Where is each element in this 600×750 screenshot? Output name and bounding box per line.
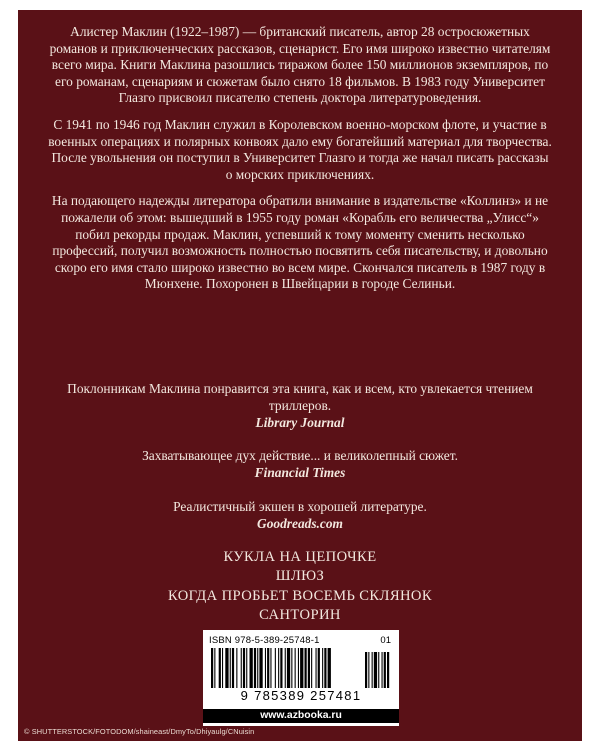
review-source: Financial Times bbox=[254, 465, 346, 481]
barcode-bar bbox=[295, 648, 296, 688]
barcode-panel bbox=[203, 630, 399, 726]
barcode-bar bbox=[280, 648, 282, 688]
barcode-bar bbox=[300, 648, 303, 688]
barcode-bar bbox=[214, 648, 215, 688]
barcode-bar bbox=[285, 648, 286, 688]
addon-code: 01 bbox=[380, 635, 391, 646]
barcode-bar bbox=[305, 648, 307, 688]
publisher-url: www.azbooka.ru bbox=[203, 709, 399, 723]
barcode-bar bbox=[236, 648, 237, 688]
review-quote bbox=[48, 448, 552, 482]
book-title: ШЛЮЗ bbox=[275, 568, 325, 585]
barcode-bar bbox=[222, 648, 223, 688]
barcode-bar bbox=[291, 648, 292, 688]
barcode-bar bbox=[211, 648, 213, 688]
barcode-addon-bar bbox=[365, 652, 367, 688]
barcode-addon-bar bbox=[372, 652, 373, 688]
barcode-bar bbox=[324, 648, 326, 688]
barcode-bar bbox=[278, 648, 279, 688]
barcode-bar bbox=[270, 648, 271, 688]
barcode-bar bbox=[267, 648, 269, 688]
book-title: КОГДА ПРОБЬЕТ ВОСЕМЬ СКЛЯНОК bbox=[167, 587, 433, 604]
barcode-bar bbox=[287, 648, 290, 688]
barcode-bar bbox=[265, 648, 266, 688]
other-titles bbox=[48, 548, 552, 626]
review-source: Library Journal bbox=[255, 414, 345, 430]
review-text: Реалистичный экшен в хорошей литературе. bbox=[173, 498, 427, 514]
review-text: Поклонникам Маклина понравится эта книга, как и всем, кто увлекается чтением триллеров. bbox=[67, 381, 533, 413]
barcode-bar bbox=[316, 648, 317, 688]
barcode-addon-bar bbox=[368, 652, 369, 688]
barcode-bar bbox=[250, 648, 253, 688]
barcode-bar bbox=[232, 648, 234, 688]
barcode-bar bbox=[275, 648, 276, 688]
barcode-addon-bar bbox=[378, 652, 379, 688]
photo-credit: © SHUTTERSTOCK/FOTODOM/shaineast/DmyTo/Dhiyaulg/CNuisin bbox=[24, 727, 255, 736]
barcode-bar bbox=[322, 648, 323, 688]
barcode-bar bbox=[318, 648, 320, 688]
barcode-bar bbox=[230, 648, 231, 688]
barcode-bar bbox=[219, 648, 221, 688]
review-quote bbox=[48, 381, 552, 431]
barcode-bar bbox=[225, 648, 228, 688]
isbn-label: ISBN 978-5-389-25748-1 bbox=[209, 635, 320, 646]
bio-paragraph: С 1941 по 1946 год Маклин служил в Королевском военно-морском флоте, и участие в военных операциях и полярных конвоях дало ему богатейший материал для творчества. После увольнения он поступил в Университет Глазго и тогда же начал писать рассказы о морских приключениях. bbox=[48, 116, 552, 182]
review-text: Захватывающее дух действие... и великолепный сюжет. bbox=[142, 448, 458, 464]
barcode-bar bbox=[259, 648, 262, 688]
barcode-bar bbox=[241, 648, 242, 688]
barcode-bar bbox=[257, 648, 258, 688]
back-cover bbox=[18, 10, 582, 741]
reviews bbox=[48, 381, 552, 550]
barcode-bar bbox=[298, 648, 299, 688]
barcode-bar bbox=[311, 648, 312, 688]
barcode-bar bbox=[254, 648, 256, 688]
barcode-addon-bar bbox=[382, 652, 383, 688]
review-source: Goodreads.com bbox=[257, 515, 343, 531]
book-title: САНТОРИН bbox=[259, 607, 341, 624]
barcode-addon-bar bbox=[374, 652, 377, 688]
bio-paragraph: На подающего надежды литератора обратили внимание в издательстве «Коллинз» и не пожалели об этом: вышедший в 1955 году роман «Корабль его величества „Улисс“» побил рекорды продаж. Маклин, успевший к тому моменту сменить несколько профессий, получил возможность полностью посвятить себя писательству, и довольно скоро его имя стало широко известно во всем мире. Скончался писатель в 1987 году в Мюнхене. Похоронен в Швейцарии в городе Селиньи. bbox=[51, 193, 549, 292]
book-title: КУКЛА НА ЦЕПОЧКЕ bbox=[223, 549, 377, 565]
barcode-bar bbox=[328, 648, 331, 688]
barcode-bar bbox=[246, 648, 247, 688]
author-biography bbox=[48, 24, 552, 303]
review-quote bbox=[48, 499, 552, 533]
bio-paragraph: Алистер Маклин (1922–1987) — британский писатель, автор 28 остросюжетных романов и приключенческих рассказов, сценарист. Его имя широко известно читателям всего мира. Книги Маклина разошлись тиражом более 150 миллионов экземпляров, по его романам, сценариям и сюжетам было снято 18 фильмов. В 1983 году Университет Глазго присвоил писателю степень доктора литературоведения. bbox=[49, 24, 551, 106]
barcode-bars bbox=[207, 648, 395, 688]
barcode-bar bbox=[243, 648, 245, 688]
barcode-addon-bar bbox=[384, 652, 386, 688]
barcode-addon-bar bbox=[387, 652, 389, 688]
barcode-digits: 9 785389 257481 bbox=[240, 688, 362, 703]
barcode-bar bbox=[308, 648, 310, 688]
